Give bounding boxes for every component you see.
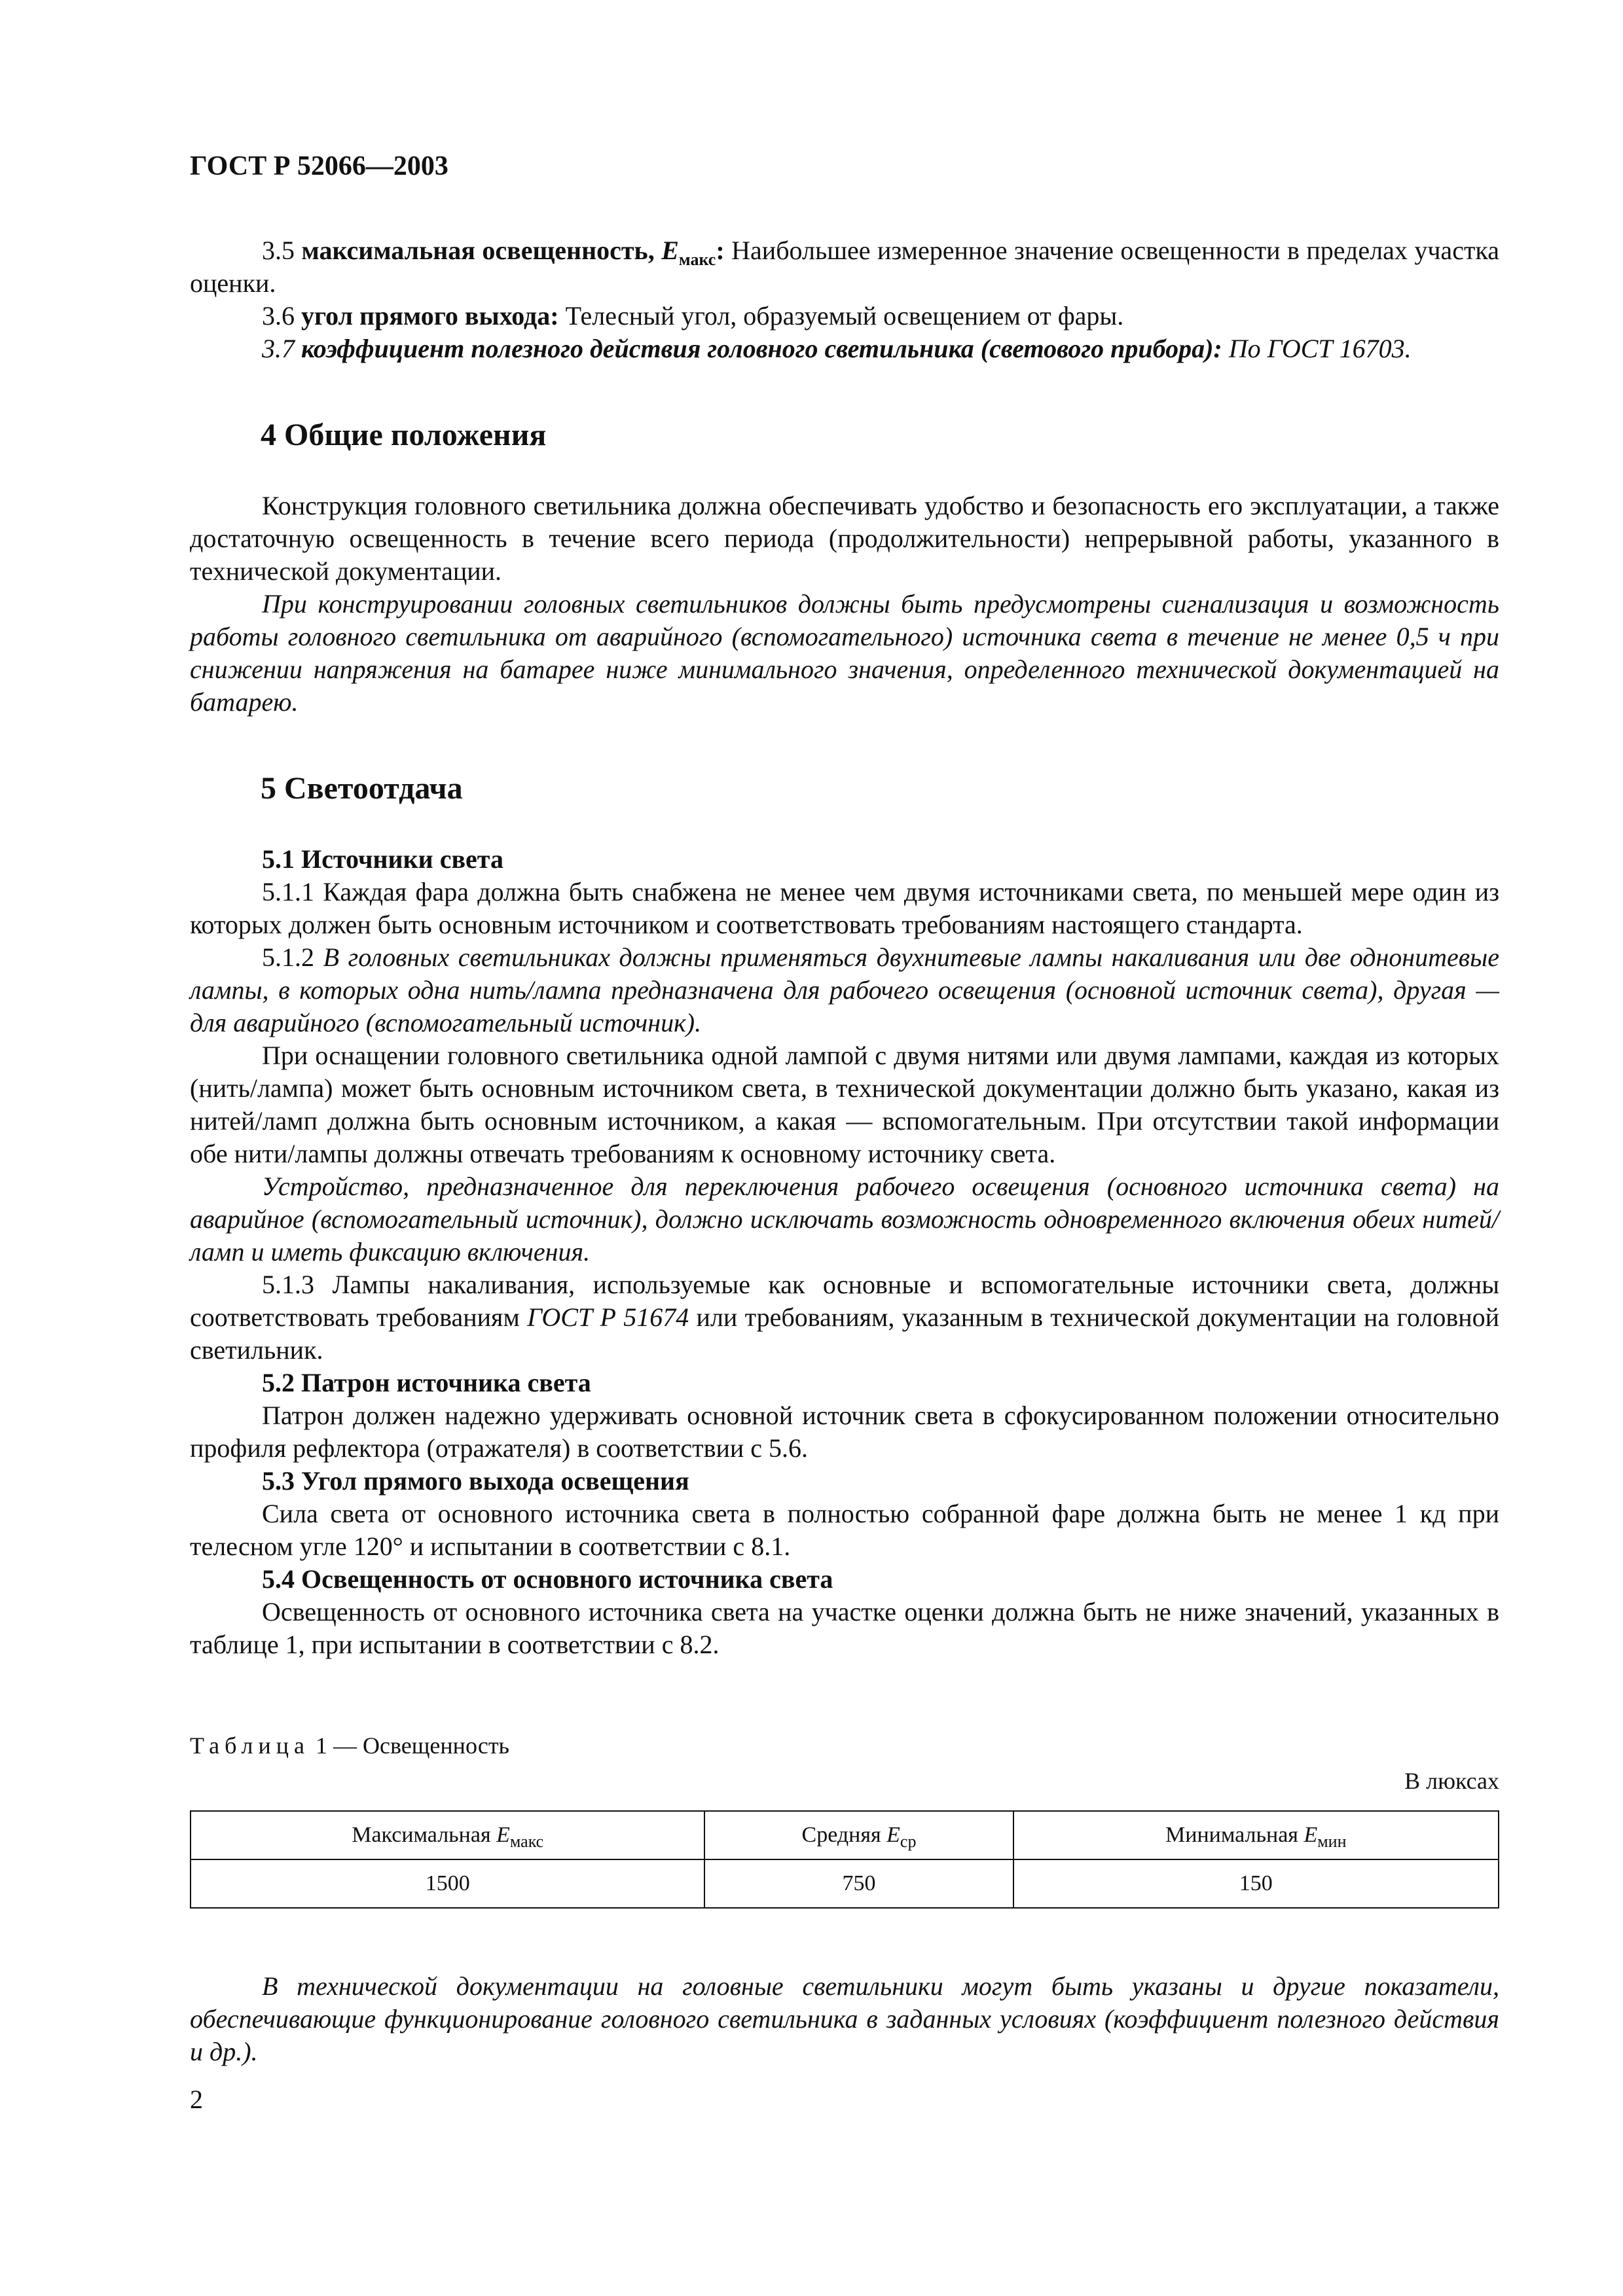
- table-cell-min: 150: [1013, 1859, 1499, 1908]
- table-header-cell: [191, 1811, 704, 1859]
- page-number: 2: [190, 2085, 203, 2114]
- symbol: E: [661, 236, 679, 265]
- header-symbol: E: [886, 1823, 900, 1847]
- term: угол прямого выхода:: [301, 301, 559, 331]
- table-header-row: [191, 1811, 1499, 1859]
- clause-text: В головных светильниках должны применяться двухнитевые лампы накаливания или две однонитевые лампы, в которых одна нить/лампа предназначена для рабочего освещения (основной источник света), другая — для аварийного (вспомогательный источник).: [190, 942, 1499, 1037]
- clause-5-1-2-paragraph-2: При оснащении головного светильника одной лампой с двумя нитями или двумя лампами, каждая из которых (нить/лампа) может быть основным источником света, в технической документации должно быть указано, какая из нитей/ламп должна быть основным источником, а какая — вспомогательным. При отсутствии такой информации обе нити/лампы должны отвечать требованиям к основному источнику света.: [190, 1041, 1499, 1168]
- standard-reference: ГОСТ Р 51674: [527, 1302, 689, 1332]
- subsection-5-2-title: 5.2 Патрон источника света: [262, 1368, 591, 1397]
- table-caption: [190, 1732, 1499, 1759]
- table-caption-title: 1 — Освещенность: [315, 1732, 509, 1759]
- table-cell-avg: 750: [704, 1859, 1013, 1908]
- document-page: [190, 151, 1499, 2115]
- clause-number: 5.1.3: [262, 1270, 314, 1299]
- section-4-title: 4 Общие положения: [261, 418, 547, 452]
- symbol-subscript: макс: [678, 250, 716, 269]
- definition-text: Телесный угол, образуемый освещением от фары.: [565, 301, 1124, 331]
- term-colon: :: [716, 236, 725, 265]
- subsection-5-2-text: Патрон должен надежно удерживать основной источник света в сфокусированном положении относительно профиля рефлектора (отражателя) в соответствии с 5.6.: [190, 1401, 1499, 1463]
- subsection-5-1-title: 5.1 Источники света: [262, 844, 503, 874]
- table-header-cell: [704, 1811, 1013, 1859]
- clause-number: 3.6: [262, 301, 295, 331]
- section-4-paragraph-2: При конструировании головных светильников должны быть предусмотрены сигнализация и возможность работы головного светильника от аварийного (вспомогательного) источника света в течение не менее 0,5 ч при снижении напряжения на батарее ниже минимального значения, определенного технической документацией на батарею.: [190, 589, 1499, 717]
- term: максимальная освещенность,: [301, 236, 655, 265]
- header-label: Максимальная: [352, 1823, 491, 1847]
- clause-number: 5.1.2: [262, 942, 314, 972]
- clause-text: Лампы накаливания, используемые как основные и вспомогательные источники света, должны соответствовать требованиям: [190, 1270, 1500, 1332]
- illuminance-table: [190, 1810, 1499, 1909]
- definition-text: Наибольшее измеренное значение освещенности в пределах участка оценки.: [190, 236, 1500, 298]
- header-subscript: макс: [509, 1831, 544, 1851]
- clause-5-1-1: [190, 876, 1499, 941]
- clause-5-1-2: [190, 941, 1499, 1039]
- table-caption-word: Таблица: [190, 1732, 310, 1759]
- subsection-5-4-title: 5.4 Освещенность от основного источника света: [262, 1564, 833, 1594]
- clause-number: 3.7: [262, 334, 295, 363]
- clause-number: 3.5: [262, 236, 295, 265]
- header-label: Средняя: [801, 1823, 881, 1847]
- subsection-5-3-text: Сила света от основного источника света в полностью собранной фаре должна быть не менее 1 кд при телесном угле 120° и испытании в соответствии с 8.1.: [190, 1499, 1499, 1561]
- definition-3-6: [190, 300, 1499, 332]
- definition-3-5: [190, 234, 1499, 300]
- section-5-title: 5 Светоотдача: [261, 771, 463, 806]
- document-header: ГОСТ Р 52066—2003: [190, 151, 448, 181]
- clause-text-continued: или требованиям, указанным в технической документации на головной светильник.: [190, 1302, 1500, 1365]
- closing-note: В технической документации на головные светильники могут быть указаны и другие показатели, обеспечивающие функционирование головного светильника в заданных условиях (коэффициент полезного действия и др.).: [190, 1971, 1499, 2066]
- header-symbol: E: [1304, 1823, 1318, 1847]
- clause-text: Каждая фара должна быть снабжена не менее чем двумя источниками света, по меньшей мере один из которых должен быть основным источником и соответствовать требованиям настоящего стандарта.: [190, 877, 1499, 939]
- header-subscript: ср: [900, 1831, 917, 1851]
- clause-number: 5.1.1: [262, 877, 314, 906]
- subsection-5-4-text: Освещенность от основного источника света на участке оценки должна быть не ниже значений, указанных в таблице 1, при испытании в соответствии с 8.2.: [190, 1597, 1499, 1659]
- header-label: Минимальная: [1165, 1823, 1298, 1847]
- table-header-cell: [1013, 1811, 1499, 1859]
- clause-5-1-3: [190, 1268, 1499, 1367]
- table-row: [191, 1859, 1499, 1908]
- header-symbol: E: [496, 1823, 510, 1847]
- definition-3-7: [190, 332, 1499, 365]
- clause-5-1-2-paragraph-3: Устройство, предназначенное для переключения рабочего освещения (основного источника света) на аварийное (вспомогательный источник), должно исключать возможность одновременного включения обеих нитей/ламп и иметь фиксацию включения.: [190, 1172, 1499, 1266]
- table-cell-max: 1500: [191, 1859, 704, 1908]
- header-subscript: мин: [1317, 1831, 1347, 1851]
- table-units: В люксах: [1404, 1768, 1499, 1794]
- section-4-paragraph-1: Конструкция головного светильника должна обеспечивать удобство и безопасность его эксплуатации, а также достаточную освещенность в течение всего периода (продолжительности) непрерывной работы, указанного в технической документации.: [190, 491, 1499, 586]
- term: коэффициент полезного действия головного светильника (светового прибора):: [301, 334, 1222, 363]
- subsection-5-3-title: 5.3 Угол прямого выхода освещения: [262, 1466, 689, 1496]
- definition-text: По ГОСТ 16703.: [1228, 334, 1412, 363]
